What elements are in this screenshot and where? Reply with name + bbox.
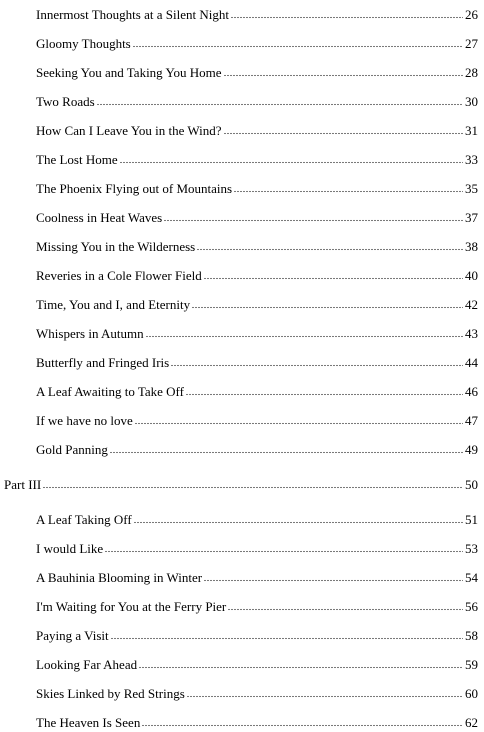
toc-entry[interactable]: [36, 205, 478, 225]
toc-entry-page: 56: [465, 599, 478, 614]
dot-leader: [134, 521, 463, 524]
toc-entry-title: Reveries in a Cole Flower Field: [36, 268, 202, 283]
toc-entry-page: 37: [465, 210, 478, 225]
toc-entry-title: I would Like: [36, 541, 104, 556]
toc-entry-page: 42: [465, 297, 478, 312]
toc-entry[interactable]: [36, 507, 478, 527]
toc-entry-page: 54: [465, 570, 478, 585]
toc-entry-page: 35: [465, 181, 478, 196]
toc-entry[interactable]: [36, 60, 478, 80]
dot-leader: [171, 364, 463, 367]
toc-entry[interactable]: [36, 89, 478, 109]
toc-entry-page: 49: [465, 442, 478, 457]
toc-entry-page: 27: [465, 36, 478, 51]
toc-entry-title: The Heaven Is Seen: [36, 715, 141, 730]
dot-leader: [139, 666, 463, 669]
toc-entry-page: 40: [465, 268, 478, 283]
toc-entry[interactable]: [36, 536, 478, 556]
toc-entry[interactable]: [36, 379, 478, 399]
dot-leader: [120, 161, 463, 164]
dot-leader: [97, 103, 463, 106]
toc-entry-title: Looking Far Ahead: [36, 657, 138, 672]
toc-entry-page: 60: [465, 686, 478, 701]
toc-entry-page: 28: [465, 65, 478, 80]
toc-entry[interactable]: [36, 594, 478, 614]
dot-leader: [204, 579, 463, 582]
toc-entry-title: Missing You in the Wilderness: [36, 239, 196, 254]
dot-leader: [204, 277, 463, 280]
toc-entry-page: 59: [465, 657, 478, 672]
dot-leader: [187, 695, 463, 698]
toc-entry-page: 31: [465, 123, 478, 138]
toc-entry-page: 46: [465, 384, 478, 399]
toc-entry-page: 43: [465, 326, 478, 341]
dot-leader: [133, 45, 463, 48]
dot-leader: [146, 335, 463, 338]
toc-entry[interactable]: [36, 321, 478, 341]
toc-entry-title: Part III: [4, 477, 42, 492]
toc-entry[interactable]: [36, 652, 478, 672]
toc-entry-page: 30: [465, 94, 478, 109]
toc-entry-page: 51: [465, 512, 478, 527]
toc-entry-page: 50: [465, 477, 478, 492]
toc-entry-title: The Lost Home: [36, 152, 118, 167]
toc-entry[interactable]: [36, 263, 478, 283]
dot-leader: [110, 451, 463, 454]
toc-entry-title: Innermost Thoughts at a Silent Night: [36, 7, 229, 22]
toc-entry-title: Gold Panning: [36, 442, 108, 457]
dot-leader: [224, 74, 463, 77]
dot-leader: [186, 393, 463, 396]
toc-entry[interactable]: [36, 234, 478, 254]
toc-entry-title: How Can I Leave You in the Wind?: [36, 123, 222, 138]
toc-entry-title: Gloomy Thoughts: [36, 36, 131, 51]
toc-entry-page: 58: [465, 628, 478, 643]
toc-entry-title: If we have no love: [36, 413, 133, 428]
dot-leader: [197, 248, 463, 251]
toc-entry-title: A Leaf Taking Off: [36, 512, 132, 527]
dot-leader: [192, 306, 463, 309]
toc-entry-title: The Phoenix Flying out of Mountains: [36, 181, 233, 196]
dot-leader: [234, 190, 463, 193]
toc-entry-title: A Leaf Awaiting to Take Off: [36, 384, 184, 399]
toc-entry[interactable]: [36, 623, 478, 643]
toc-entry-title: Seeking You and Taking You Home: [36, 65, 222, 80]
toc-entry[interactable]: [36, 710, 478, 730]
toc-entry[interactable]: [36, 681, 478, 701]
toc-entry[interactable]: [36, 31, 478, 51]
toc-entry-page: 38: [465, 239, 478, 254]
dot-leader: [224, 132, 463, 135]
toc-entry-title: Coolness in Heat Waves: [36, 210, 163, 225]
dot-leader: [111, 637, 463, 640]
toc-entry-page: 62: [465, 715, 478, 730]
toc-entry[interactable]: [36, 408, 478, 428]
toc-entry-title: Butterfly and Fringed Iris: [36, 355, 170, 370]
toc-entry-page: 26: [465, 7, 478, 22]
toc-entry-title: Paying a Visit: [36, 628, 109, 643]
toc-entry[interactable]: [36, 437, 478, 457]
toc-entry-title: Whispers in Autumn: [36, 326, 144, 341]
toc-entry[interactable]: [36, 176, 478, 196]
toc-entry[interactable]: [36, 147, 478, 167]
toc-entry[interactable]: [36, 2, 478, 22]
toc-entry[interactable]: [36, 118, 478, 138]
dot-leader: [43, 486, 463, 489]
dot-leader: [231, 16, 463, 19]
dot-leader: [105, 550, 463, 553]
dot-leader: [135, 422, 463, 425]
toc-entry[interactable]: [36, 292, 478, 312]
dot-leader: [228, 608, 463, 611]
toc-entry-title: Skies Linked by Red Strings: [36, 686, 185, 701]
dot-leader: [142, 724, 463, 727]
toc-entry-title: A Bauhinia Blooming in Winter: [36, 570, 203, 585]
toc-entry-title: Two Roads: [36, 94, 95, 109]
toc-entry[interactable]: [36, 565, 478, 585]
toc-entry-page: 53: [465, 541, 478, 556]
toc-entry-page: 47: [465, 413, 478, 428]
toc-entry-page: 44: [465, 355, 478, 370]
toc-part-heading[interactable]: [4, 472, 478, 492]
toc-entry-title: I'm Waiting for You at the Ferry Pier: [36, 599, 227, 614]
toc-entry-title: Time, You and I, and Eternity: [36, 297, 191, 312]
toc-entry-page: 33: [465, 152, 478, 167]
toc-entry[interactable]: [36, 350, 478, 370]
dot-leader: [164, 219, 463, 222]
